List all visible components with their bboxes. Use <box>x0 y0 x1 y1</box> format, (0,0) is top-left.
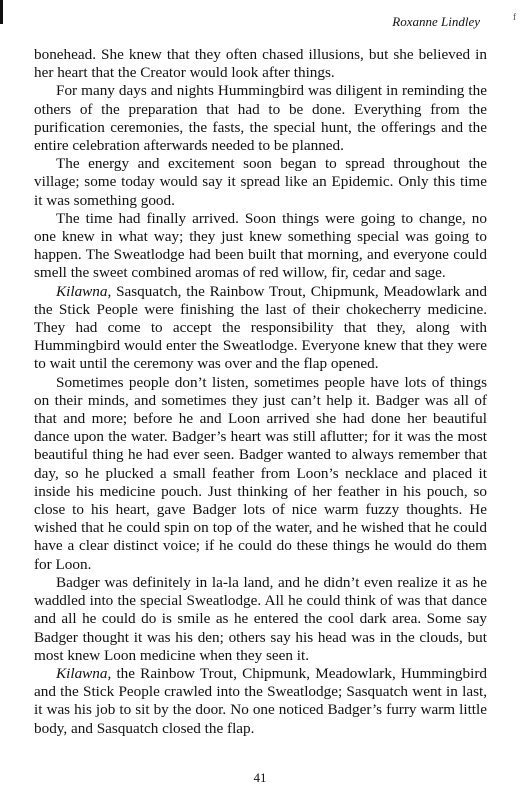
paragraph <box>34 665 487 738</box>
paragraph <box>34 82 487 155</box>
edge-mark: f <box>513 12 516 22</box>
page-number: 41 <box>253 770 267 785</box>
paragraph-lead: Kilawna <box>56 664 108 682</box>
paragraph-text: Badger was definitely in la-la land, and he didn’t even realize it as he waddled into the special Sweatlodge. All he could think of was that dance and all he could do is smile as he entered the cool dark area. Some say Badger thought it was his den; others say his head was in the clouds, but most knew Loon medicine when they seen it. <box>34 573 487 664</box>
paragraph-text: , the Rainbow Trout, Chipmunk, Meadowlark, Hummingbird and the Stick People crawled into the Sweatlodge; Sasquatch went in last, it was his job to sit by the door. No one noticed Badger’s furry warm little body, and Sasquatch closed the flap. <box>34 664 487 737</box>
paragraph <box>34 374 487 574</box>
paragraph <box>34 574 487 665</box>
paragraph-text: , Sasquatch, the Rainbow Trout, Chipmunk, Meadowlark and the Stick People were finishing the last of their chokecherry medicine. They had come to accept the responsibility that they, along with Hummingbird would enter the Sweatlodge. Everyone knew that they were to wait until the ceremony was over and the flap opened. <box>34 282 487 373</box>
paragraph-text: Sometimes people don’t listen, sometimes people have lots of things on their minds, and sometimes they just can’t help it. Badger was all of that and more; before he and Loon arrived she had done her beautiful dance upon the water. Badger’s heart was still aflutter; for it was the most beautiful thing he had ever seen. Badger wanted to always remember that day, so he plucked a small feather from Loon’s necklace and placed it inside his medicine pouch. Just thinking of her feather in his pouch, so close to his heart, gave Badger lots of nice warm fuzzy thoughts. He wished that he could spin on top of the water, and he wished that he could have a clear distinct voice; if he could do these things he would do them for Loon. <box>34 373 487 573</box>
paragraph <box>34 283 487 374</box>
paragraph-lead: Kilawna <box>56 282 108 300</box>
paragraph <box>34 210 487 283</box>
page-body <box>34 46 487 738</box>
paragraph-text: The energy and excitement soon began to spread throughout the village; some today would say it spread like an Epidemic. Only this time it was something good. <box>34 155 487 209</box>
binding-edge-mark <box>0 0 3 24</box>
paragraph <box>34 46 487 82</box>
paragraph <box>34 155 487 210</box>
paragraph-text: bonehead. She knew that they often chased illusions, but she believed in her heart that the Creator would look after things. <box>34 46 487 82</box>
paragraph-text: The time had finally arrived. Soon things were going to change, no one knew in what way; they just knew something special was going to happen. The Sweatlodge had been built that morning, and everyone could smell the sweet combined aromas of red willow, fir, cedar and sage. <box>34 209 487 282</box>
running-header-author: Roxanne Lindley <box>392 14 480 29</box>
paragraph-text: For many days and nights Hummingbird was diligent in reminding the others of the preparation that had to be done. Everything from the purification ceremonies, the fasts, the special hunt, the offerings and the entire celebration afterwards needed to be planned. <box>34 82 487 155</box>
